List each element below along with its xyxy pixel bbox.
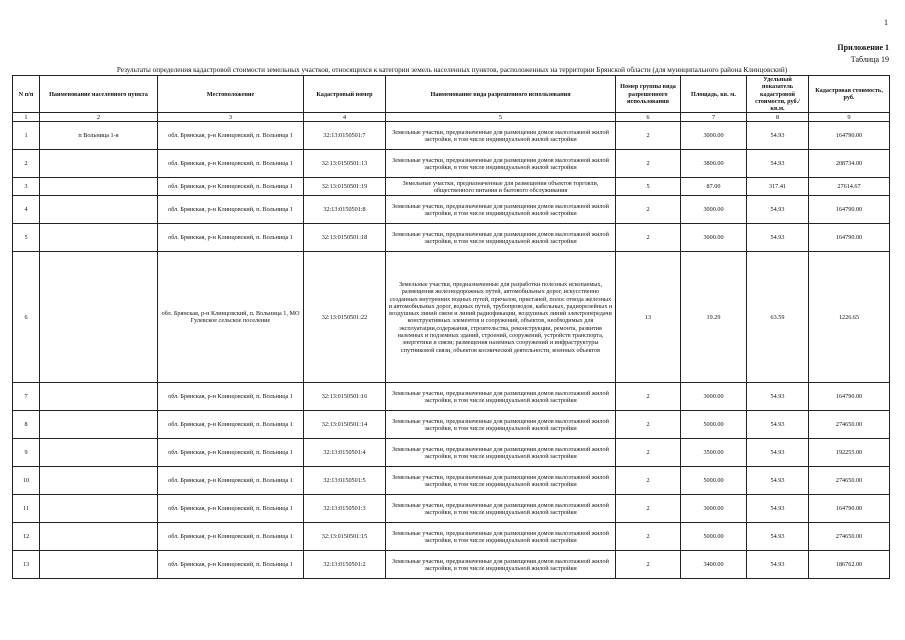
permitted-use: Земельные участки, предназначенные для размещения домов малоэтажной жилой застройки, в том числе индивидуальной жилой застройки bbox=[386, 122, 616, 150]
header-cell: Площадь, кв. м. bbox=[681, 76, 747, 113]
area-cell: 19.29 bbox=[681, 252, 747, 383]
table-row bbox=[13, 467, 890, 495]
cadastral-number: 32:13:0150501:14 bbox=[304, 411, 386, 439]
area-cell: 5000.00 bbox=[681, 467, 747, 495]
settlement-cell bbox=[40, 439, 158, 467]
area-cell: 3000.00 bbox=[681, 196, 747, 224]
area-cell: 5000.00 bbox=[681, 523, 747, 551]
use-group: 2 bbox=[616, 383, 681, 411]
area-cell: 87.00 bbox=[681, 178, 747, 196]
settlement-cell bbox=[40, 411, 158, 439]
settlement-cell bbox=[40, 383, 158, 411]
use-group: 2 bbox=[616, 495, 681, 523]
unit-value: 54.93 bbox=[747, 439, 809, 467]
row-number: 4 bbox=[13, 196, 40, 224]
permitted-use: Земельные участки, предназначенные для размещения домов малоэтажной жилой застройки, в том числе индивидуальной жилой застройки bbox=[386, 551, 616, 579]
use-group: 5 bbox=[616, 178, 681, 196]
cadastral-number: 32:13:0150501:22 bbox=[304, 252, 386, 383]
table-row bbox=[13, 439, 890, 467]
use-group: 2 bbox=[616, 224, 681, 252]
permitted-use: Земельные участки, предназначенные для размещения домов малоэтажной жилой застройки, в том числе индивидуальной жилой застройки bbox=[386, 411, 616, 439]
column-number: 6 bbox=[616, 113, 681, 122]
table-row bbox=[13, 495, 890, 523]
area-cell: 3800.00 bbox=[681, 150, 747, 178]
settlement-cell bbox=[40, 196, 158, 224]
row-number: 9 bbox=[13, 439, 40, 467]
permitted-use: Земельные участки, предназначенные для размещения домов малоэтажной жилой застройки, в том числе индивидуальной жилой застройки bbox=[386, 495, 616, 523]
unit-value: 54.93 bbox=[747, 122, 809, 150]
header-cell: Удельный показатель кадастровой стоимости, руб./кв.м. bbox=[747, 76, 809, 113]
table-row bbox=[13, 150, 890, 178]
cadastral-number: 32:13:0150501:16 bbox=[304, 383, 386, 411]
cadastral-number: 32:13:0150501:3 bbox=[304, 495, 386, 523]
cadastral-cost: 1226.65 bbox=[809, 252, 890, 383]
cadastral-cost: 274650.00 bbox=[809, 523, 890, 551]
table-row bbox=[13, 383, 890, 411]
settlement-cell bbox=[40, 252, 158, 383]
unit-value: 54.93 bbox=[747, 383, 809, 411]
use-group: 2 bbox=[616, 467, 681, 495]
cadastral-number: 32:13:0150501:13 bbox=[304, 150, 386, 178]
use-group: 2 bbox=[616, 196, 681, 224]
header-cell: Кадастровый номер bbox=[304, 76, 386, 113]
column-number: 7 bbox=[681, 113, 747, 122]
table-row bbox=[13, 523, 890, 551]
use-group: 2 bbox=[616, 411, 681, 439]
permitted-use: Земельные участки, предназначенные для размещения домов малоэтажной жилой застройки, в том числе индивидуальной жилой застройки bbox=[386, 439, 616, 467]
location-cell: обл. Брянская, р-н Клинцовский, п. Вольница 1 bbox=[158, 122, 304, 150]
area-cell: 3000.00 bbox=[681, 383, 747, 411]
area-cell: 3500.00 bbox=[681, 439, 747, 467]
permitted-use: Земельные участки, предназначенные для размещения объектов торговли, общественного питания и бытового обслуживания bbox=[386, 178, 616, 196]
settlement-cell: п Вольница 1-я bbox=[40, 122, 158, 150]
cadastral-cost: 274650.00 bbox=[809, 411, 890, 439]
location-cell: обл. Брянская, р-н Клинцовский, п. Вольница 1 bbox=[158, 439, 304, 467]
cadastral-cost: 208734.00 bbox=[809, 150, 890, 178]
table-body bbox=[13, 122, 890, 579]
cadastral-cost: 164790.00 bbox=[809, 122, 890, 150]
appendix-label: Приложение 1 bbox=[837, 43, 889, 52]
use-group: 2 bbox=[616, 523, 681, 551]
permitted-use: Земельные участки, предназначенные для размещения домов малоэтажной жилой застройки, в том числе индивидуальной жилой застройки bbox=[386, 383, 616, 411]
settlement-cell bbox=[40, 224, 158, 252]
area-cell: 5000.00 bbox=[681, 411, 747, 439]
use-group: 2 bbox=[616, 439, 681, 467]
header-cell: Наименование вида разрешенного использования bbox=[386, 76, 616, 113]
location-cell: обл. Брянская, р-н Клинцовский, п. Вольница 1 bbox=[158, 495, 304, 523]
row-number: 13 bbox=[13, 551, 40, 579]
unit-value: 54.93 bbox=[747, 196, 809, 224]
row-number: 12 bbox=[13, 523, 40, 551]
location-cell: обл. Брянская, р-н Клинцовский, п. Вольница 1 bbox=[158, 224, 304, 252]
use-group: 2 bbox=[616, 122, 681, 150]
settlement-cell bbox=[40, 523, 158, 551]
cadastral-cost: 164790.00 bbox=[809, 495, 890, 523]
row-number: 1 bbox=[13, 122, 40, 150]
location-cell: обл. Брянская, р-н Клинцовский, п. Вольница 1 bbox=[158, 383, 304, 411]
unit-value: 54.93 bbox=[747, 150, 809, 178]
area-cell: 3000.00 bbox=[681, 122, 747, 150]
use-group: 2 bbox=[616, 150, 681, 178]
row-number: 11 bbox=[13, 495, 40, 523]
unit-value: 54.93 bbox=[747, 523, 809, 551]
unit-value: 54.93 bbox=[747, 224, 809, 252]
cadastral-number: 32:13:0150501:18 bbox=[304, 224, 386, 252]
settlement-cell bbox=[40, 467, 158, 495]
column-number: 3 bbox=[158, 113, 304, 122]
table-row bbox=[13, 551, 890, 579]
header-cell: N п/п bbox=[13, 76, 40, 113]
header-cell: Номер группы вида разрешенного использования bbox=[616, 76, 681, 113]
location-cell: обл. Брянская, р-н Клинцовский, п. Вольница 1 bbox=[158, 150, 304, 178]
row-number: 3 bbox=[13, 178, 40, 196]
settlement-cell bbox=[40, 495, 158, 523]
use-group: 13 bbox=[616, 252, 681, 383]
unit-value: 54.93 bbox=[747, 411, 809, 439]
location-cell: обл. Брянская, р-н Клинцовский, п. Вольница 1 bbox=[158, 411, 304, 439]
location-cell: обл. Брянская, р-н Клинцовский, п. Вольница 1 bbox=[158, 551, 304, 579]
column-number: 1 bbox=[13, 113, 40, 122]
location-cell: обл. Брянская, р-н Клинцовский, п. Вольница 1 bbox=[158, 196, 304, 224]
row-number: 10 bbox=[13, 467, 40, 495]
table-row bbox=[13, 122, 890, 150]
cadastral-value-table bbox=[12, 75, 890, 579]
row-number: 5 bbox=[13, 224, 40, 252]
header-row bbox=[13, 76, 890, 113]
unit-value: 54.93 bbox=[747, 495, 809, 523]
document-title: Результаты определения кадастровой стоимости земельных участков, относящихся к категории земель населенных пунктов, расположенных на территории Брянской области (для муниципального района Клинцовский) bbox=[116, 66, 788, 74]
use-group: 2 bbox=[616, 551, 681, 579]
cadastral-cost: 186762.00 bbox=[809, 551, 890, 579]
table-row bbox=[13, 411, 890, 439]
permitted-use: Земельные участки, предназначенные для размещения домов малоэтажной жилой застройки, в том числе индивидуальной жилой застройки bbox=[386, 196, 616, 224]
permitted-use: Земельные участки, предназначенные для размещения домов малоэтажной жилой застройки, в том числе индивидуальной жилой застройки bbox=[386, 523, 616, 551]
table-row bbox=[13, 196, 890, 224]
row-number: 8 bbox=[13, 411, 40, 439]
cadastral-cost: 164790.00 bbox=[809, 196, 890, 224]
unit-value: 317.41 bbox=[747, 178, 809, 196]
column-number-row bbox=[13, 113, 890, 122]
header-cell: Местоположение bbox=[158, 76, 304, 113]
cadastral-cost: 192255.00 bbox=[809, 439, 890, 467]
page-number: 1 bbox=[884, 18, 888, 27]
permitted-use: Земельные участки, предназначенные для размещения домов малоэтажной жилой застройки, в том числе индивидуальной жилой застройки bbox=[386, 467, 616, 495]
settlement-cell bbox=[40, 178, 158, 196]
permitted-use: Земельные участки, предназначенные для размещения домов малоэтажной жилой застройки, в том числе индивидуальной жилой застройки bbox=[386, 224, 616, 252]
cadastral-number: 32:13:0150501:15 bbox=[304, 523, 386, 551]
cadastral-number: 32:13:0150501:19 bbox=[304, 178, 386, 196]
area-cell: 3000.00 bbox=[681, 224, 747, 252]
cadastral-cost: 164790.00 bbox=[809, 224, 890, 252]
cadastral-number: 32:13:0150501:4 bbox=[304, 439, 386, 467]
settlement-cell bbox=[40, 551, 158, 579]
row-number: 7 bbox=[13, 383, 40, 411]
table-row bbox=[13, 178, 890, 196]
column-number: 9 bbox=[809, 113, 890, 122]
cadastral-cost: 27614.67 bbox=[809, 178, 890, 196]
permitted-use: Земельные участки, предназначенные для разработки полезных ископаемых, размещения железнодорожных путей, автомобильных дорог, искусственно созданных внутренних водных путей, причалов, пристаней, полос отвода железных и автомобильных дорог, водных путей, трубопроводов, кабельных, радиорелейных и воздушных линий связи и линий радиофикации, воздушных линий электропередачи конструктивных элементов и сооружений, объектов, необходимых для эксплуатации,содержания, строительства, реконструкции, ремонта, развития наземных и подземных зданий, строений, сооружений, устройств транспорта, энергетики и связи; размещения наземных сооружений и инфраструктуры спутниковой связи, объектов космической деятельности, военных объектов bbox=[386, 252, 616, 383]
unit-value: 54.93 bbox=[747, 467, 809, 495]
cadastral-number: 32:13:0150501:7 bbox=[304, 122, 386, 150]
location-cell: обл. Брянская, р-н Клинцовский, п. Вольница 1 bbox=[158, 178, 304, 196]
cadastral-number: 32:13:0150501:5 bbox=[304, 467, 386, 495]
location-cell: обл. Брянская, р-н Клинцовский, п. Вольница 1, МО Гулевское сельское поселение bbox=[158, 252, 304, 383]
column-number: 8 bbox=[747, 113, 809, 122]
location-cell: обл. Брянская, р-н Клинцовский, п. Вольница 1 bbox=[158, 467, 304, 495]
table-row bbox=[13, 252, 890, 383]
column-number: 4 bbox=[304, 113, 386, 122]
table-label: Таблица 19 bbox=[850, 55, 889, 64]
permitted-use: Земельные участки, предназначенные для размещения домов малоэтажной жилой застройки, в том числе индивидуальной жилой застройки bbox=[386, 150, 616, 178]
column-number: 2 bbox=[40, 113, 158, 122]
settlement-cell bbox=[40, 150, 158, 178]
cadastral-cost: 164790.00 bbox=[809, 383, 890, 411]
location-cell: обл. Брянская, р-н Клинцовский, п. Вольница 1 bbox=[158, 523, 304, 551]
row-number: 2 bbox=[13, 150, 40, 178]
column-number: 5 bbox=[386, 113, 616, 122]
row-number: 6 bbox=[13, 252, 40, 383]
area-cell: 3000.00 bbox=[681, 495, 747, 523]
unit-value: 63.59 bbox=[747, 252, 809, 383]
cadastral-number: 32:13:0150501:8 bbox=[304, 196, 386, 224]
area-cell: 3400.00 bbox=[681, 551, 747, 579]
table-row bbox=[13, 224, 890, 252]
header-cell: Наименование населенного пункта bbox=[40, 76, 158, 113]
cadastral-number: 32:13:0150501:2 bbox=[304, 551, 386, 579]
cadastral-cost: 274650.00 bbox=[809, 467, 890, 495]
header-cell: Кадастровая стоимость, руб. bbox=[809, 76, 890, 113]
unit-value: 54.93 bbox=[747, 551, 809, 579]
